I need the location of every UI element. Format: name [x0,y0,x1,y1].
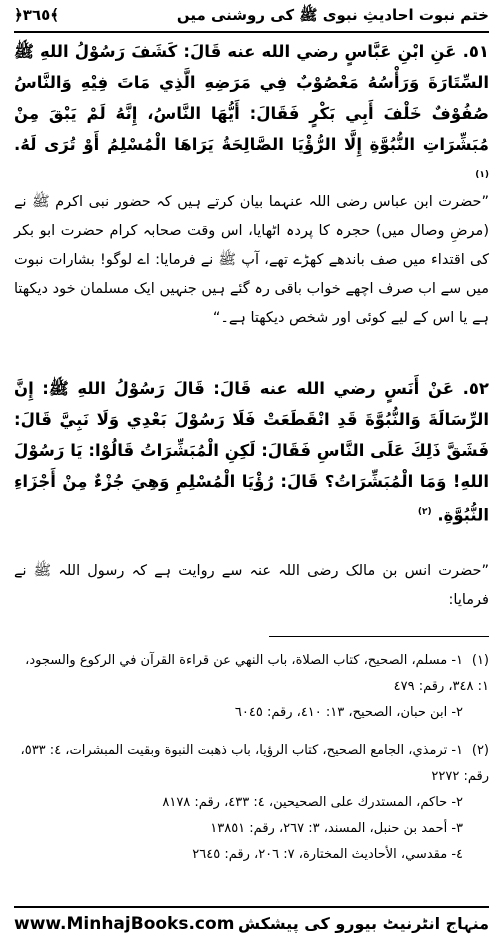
footnote-ref-2: (٢) [417,507,432,517]
website-link[interactable]: www.MinhajBooks.com [14,914,235,934]
hadith-51-number: ٥١. [462,42,489,61]
footnote-2-label: (٢) [471,743,489,758]
page-number: ﴿٣٦٥﴾ [14,6,60,24]
footnote-divider [269,636,489,637]
hadith-51-arabic [14,36,489,186]
hadith-51-translation: ”حضرت ابن عباس رضی اللہ عنہما بیان کرتے ہیں کہ حضور نبی اکرم ﷺ نے (مرضِ وصال میں) حجرہ کا پردہ اٹھایا، اس وقت صحابہ کرام حضرت ابو بکر کی اقتداء میں صف باندھے کھڑے تھے، آپ ﷺ نے فرمایا: اے لوگو! بشارات نبوت میں سے اب صرف اچھے خواب باقی رہ گئے ہیں جنہیں ایک مسلمان خود دیکھتا ہے یا اس کے لیے کوئی اور شخص دیکھتا ہے۔“ [14,194,489,326]
hadith-52-number: ٥٢. [462,379,489,398]
publisher-credit: منہاج انٹرنیٹ بیورو کی پیشکش [237,914,489,933]
running-title: ختم نبوت احادیثِ نبوی ﷺ کی روشنی میں [176,6,489,24]
footnote-2 [14,738,489,868]
footnote-1 [14,648,489,726]
footnote-2-entry-1: (٢)١- ترمذي، الجامع الصحيح، كتاب الرؤيا، باب ذهبت النبوة وبقيت المبشرات، ٤: ٥٣٣، رقم: ٢٢٧٢ [14,738,489,790]
hadith-52-text: عَنْ أَنَسٍ رضي الله عنه قَالَ: قَالَ رَسُوْلُ اللهِ ﷺ: إِنَّ الرِّسَالَةَ وَالنُّبُوَّةَ قَدِ انْقَطَعَتْ فَلَا رَسُوْلَ بَعْدِي وَلَا نَبِيَّ قَالَ: فَشَقَّ ذَلِكَ عَلَى النَّاسِ فَقَالَ: لَكِنِ الْمُبَشِّرَاتُ قَالُوْا: يَا رَسُوْلَ اللهِ! وَمَا الْمُبَشِّرَاتُ؟ قَالَ: رُؤْيَا الْمُسْلِمِ وَهِيَ جُزْءٌ مِنْ أَجْزَاءِ النُّبُوَّةِ. [14,379,489,525]
footnote-1-label: (١) [471,653,489,668]
footnote-1-entry-2: ٢- ابن حبان، الصحيح، ١٣: ٤١٠، رقم: ٦٠٤٥ [234,705,463,720]
hadith-51-text: عَنِ ابْنِ عَبَّاسٍ رضي الله عنه قَالَ: كَشَفَ رَسُوْلُ اللهِ ﷺ السِّتَارَةَ وَرَأْسُهُ مَعْصُوْبٌ فِي مَرَضِهِ الَّذِي مَاتَ فِيْهِ وَالنَّاسُ صُفُوْفٌ خَلْفَ أَبِي بَكْرٍ فَقَالَ: أَيُّهَا النَّاسُ، إِنَّهُ لَمْ يَبْقَ مِنْ مُبَشِّرَاتِ النُّبُوَّةِ إِلَّا الرُّؤْيَا الصَّالِحَةُ يَرَاهَا الْمُسْلِمُ أَوْ تُرَى لَهُ. [14,42,489,154]
page-footer [14,912,489,940]
header-divider [14,31,489,33]
footnote-2-entry-4: ٤- مقدسي، الأحاديث المختارة، ٧: ٢٠٦، رقم: ٢٦٤٥ [192,847,463,862]
hadith-52-translation: ”حضرت انس بن مالک رضی اللہ عنہ سے روایت ہے کہ رسول اللہ ﷺ نے فرمایا: [14,563,489,608]
footnote-2-entry-3: ٣- أحمد بن حنبل، المسند، ٣: ٢٦٧، رقم: ١٣٨٥١ [210,821,463,836]
hadith-52-arabic [14,373,489,551]
footnote-ref-1: (١) [475,170,489,180]
page-header [14,4,489,30]
footnote-1-entry-1: (١)١- مسلم، الصحيح، كتاب الصلاة، باب النهي عن قراءة القرآن في الركوع والسجود، ١: ٣٤٨، رقم: ٤٧٩ [14,648,489,700]
footer-divider [14,906,489,908]
footnote-2-entry-2: ٢- حاكم، المستدرك على الصحيحين، ٤: ٤٣٣، رقم: ٨١٧٨ [162,795,463,810]
